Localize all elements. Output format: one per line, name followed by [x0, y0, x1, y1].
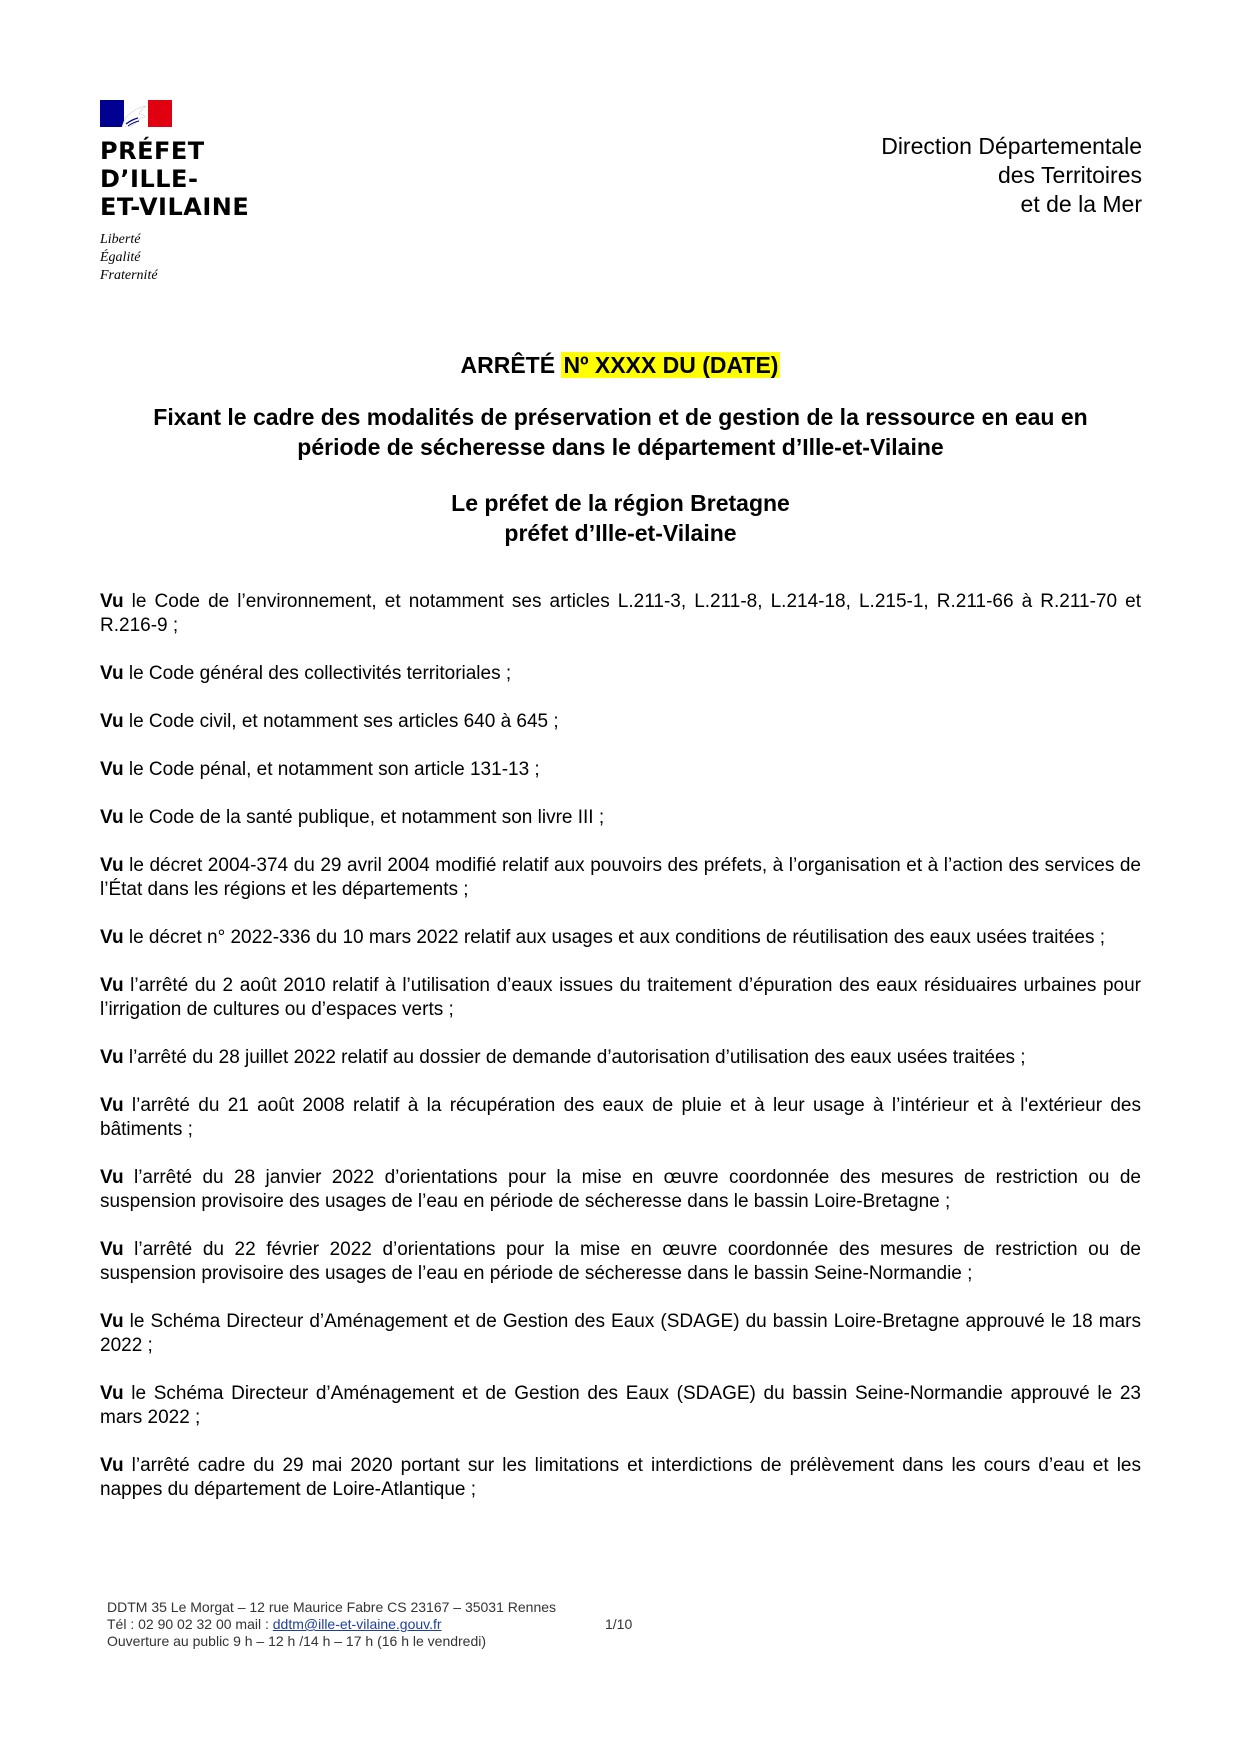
visa-text: l’arrêté cadre du 29 mai 2020 portant sur les limitations et interdictions de prélèvement dans les cours d’eau et les nappes du département de Loire-Atlantique ;: [100, 1455, 1141, 1500]
visa-paragraph: [100, 1310, 1141, 1358]
direction-line: des Territoires: [997, 162, 1142, 188]
visa-text: le Code général des collectivités territoriales ;: [123, 663, 512, 684]
page-number: 1/10: [605, 1616, 633, 1632]
visa-keyword: Vu: [100, 927, 124, 948]
republic-motto: [100, 231, 249, 285]
prefet-line: Le préfet de la région Bretagne: [451, 490, 790, 516]
visa-paragraph: [100, 710, 1141, 734]
prefecture-line: ET-VILAINE: [100, 193, 250, 221]
page-footer: [107, 1599, 556, 1650]
visa-paragraph: [100, 1382, 1141, 1430]
prefet-line: préfet d’Ille-et-Vilaine: [504, 520, 737, 546]
prefecture-logo: [100, 100, 249, 285]
prefecture-name: [100, 137, 249, 221]
visa-keyword: Vu: [100, 759, 124, 780]
footer-address: DDTM 35 Le Morgat – 12 rue Maurice Fabre CS 23167 – 35031 Rennes: [107, 1599, 557, 1615]
visa-keyword: Vu: [100, 1047, 124, 1068]
motto-line: Égalité: [100, 250, 141, 265]
visa-keyword: Vu: [100, 1455, 124, 1476]
direction-line: Direction Départementale: [881, 133, 1142, 159]
visa-keyword: Vu: [100, 663, 124, 684]
visa-keyword: Vu: [100, 1383, 124, 1404]
footer-phone: Tél : 02 90 02 32 00 mail :: [107, 1616, 273, 1632]
visa-text: le Code pénal, et notamment son article 131-13 ;: [123, 759, 540, 780]
visa-paragraph: [100, 854, 1141, 902]
visa-paragraph: [100, 806, 1141, 830]
marianne-flag-icon: [100, 100, 172, 127]
visa-keyword: Vu: [100, 1239, 124, 1260]
visa-keyword: Vu: [100, 591, 124, 612]
marianne-profile-icon: [116, 102, 154, 127]
footer-hours: Ouverture au public 9 h – 12 h /14 h – 17 h (16 h le vendredi): [107, 1633, 487, 1649]
arrete-heading: [100, 350, 1141, 380]
visa-paragraph: [100, 926, 1141, 950]
visa-keyword: Vu: [100, 807, 124, 828]
visa-paragraph: [100, 758, 1141, 782]
visa-text: le décret n° 2022-336 du 10 mars 2022 relatif aux usages et aux conditions de réutilisation des eaux usées traitées ;: [123, 927, 1106, 948]
visa-paragraph: [100, 1454, 1141, 1502]
visa-keyword: Vu: [100, 975, 124, 996]
document-title-block: [100, 350, 1141, 548]
arrete-number-highlight: Nº XXXX DU (DATE): [563, 352, 779, 378]
visa-paragraph: [100, 1094, 1141, 1142]
visa-text: le Code civil, et notamment ses articles 640 à 645 ;: [123, 711, 559, 732]
prefecture-line: PRÉFET: [100, 137, 205, 165]
visa-text: le Code de la santé publique, et notamment son livre III ;: [123, 807, 605, 828]
visa-text: l’arrêté du 28 janvier 2022 d’orientations pour la mise en œuvre coordonnée des mesures de restriction ou de suspension provisoire des usages de l’eau en période de sécheresse dans le bassin Loire-Bretagne ;: [100, 1167, 1141, 1212]
visa-keyword: Vu: [100, 855, 124, 876]
visa-keyword: Vu: [100, 1095, 124, 1116]
visa-paragraph: [100, 1046, 1141, 1070]
subject-line: période de sécheresse dans le département d’Ille-et-Vilaine: [297, 434, 944, 460]
visa-paragraph: [100, 1166, 1141, 1214]
prefet-title: [100, 488, 1141, 548]
visa-paragraph: [100, 974, 1141, 1022]
subject-line: Fixant le cadre des modalités de préservation et de gestion de la ressource en eau en: [153, 404, 1088, 430]
visa-text: l’arrêté du 28 juillet 2022 relatif au dossier de demande d’autorisation d’utilisation des eaux usées traitées ;: [123, 1047, 1026, 1068]
visa-text: l’arrêté du 21 août 2008 relatif à la récupération des eaux de pluie et à leur usage à l’intérieur et à l'extérieur des bâtiments ;: [100, 1095, 1141, 1140]
footer-email-link[interactable]: ddtm@ille-et-vilaine.gouv.fr: [272, 1616, 442, 1632]
visa-paragraph: [100, 590, 1141, 638]
visa-paragraph: [100, 1238, 1141, 1286]
visa-text: le Code de l’environnement, et notamment ses articles L.211-3, L.211-8, L.214-18, L.215-1, R.211-66 à R.211-70 et R.216-9 ;: [100, 591, 1141, 636]
issuing-direction: [881, 132, 1142, 219]
direction-line: et de la Mer: [1020, 191, 1142, 217]
prefecture-line: D’ILLE-: [100, 165, 199, 193]
visa-text: l’arrêté du 2 août 2010 relatif à l’utilisation d’eaux issues du traitement d’épuration des eaux résiduaires urbaines pour l’irrigation de cultures ou d’espaces verts ;: [100, 975, 1141, 1020]
arrete-prefix: ARRÊTÉ: [460, 352, 556, 378]
motto-line: Liberté: [100, 232, 141, 247]
visa-text: l’arrêté du 22 février 2022 d’orientations pour la mise en œuvre coordonnée des mesures de restriction ou de suspension provisoire des usages de l’eau en période de sécheresse dans le bassin Seine-Normandie ;: [100, 1239, 1141, 1284]
visa-text: le décret 2004-374 du 29 avril 2004 modifié relatif aux pouvoirs des préfets, à l’organisation et à l’action des services de l’État dans les régions et les départements ;: [100, 855, 1141, 900]
visas-list: [100, 590, 1141, 1526]
visa-keyword: Vu: [100, 1311, 124, 1332]
visa-text: le Schéma Directeur d’Aménagement et de Gestion des Eaux (SDAGE) du bassin Seine-Normandie approuvé le 23 mars 2022 ;: [100, 1383, 1141, 1428]
visa-paragraph: [100, 662, 1141, 686]
motto-line: Fraternité: [100, 268, 158, 283]
footer-contact: [107, 1616, 556, 1633]
visa-keyword: Vu: [100, 1167, 124, 1188]
visa-keyword: Vu: [100, 711, 124, 732]
arrete-subject: [100, 402, 1141, 462]
visa-text: le Schéma Directeur d’Aménagement et de Gestion des Eaux (SDAGE) du bassin Loire-Bretagne approuvé le 18 mars 2022 ;: [100, 1311, 1141, 1356]
